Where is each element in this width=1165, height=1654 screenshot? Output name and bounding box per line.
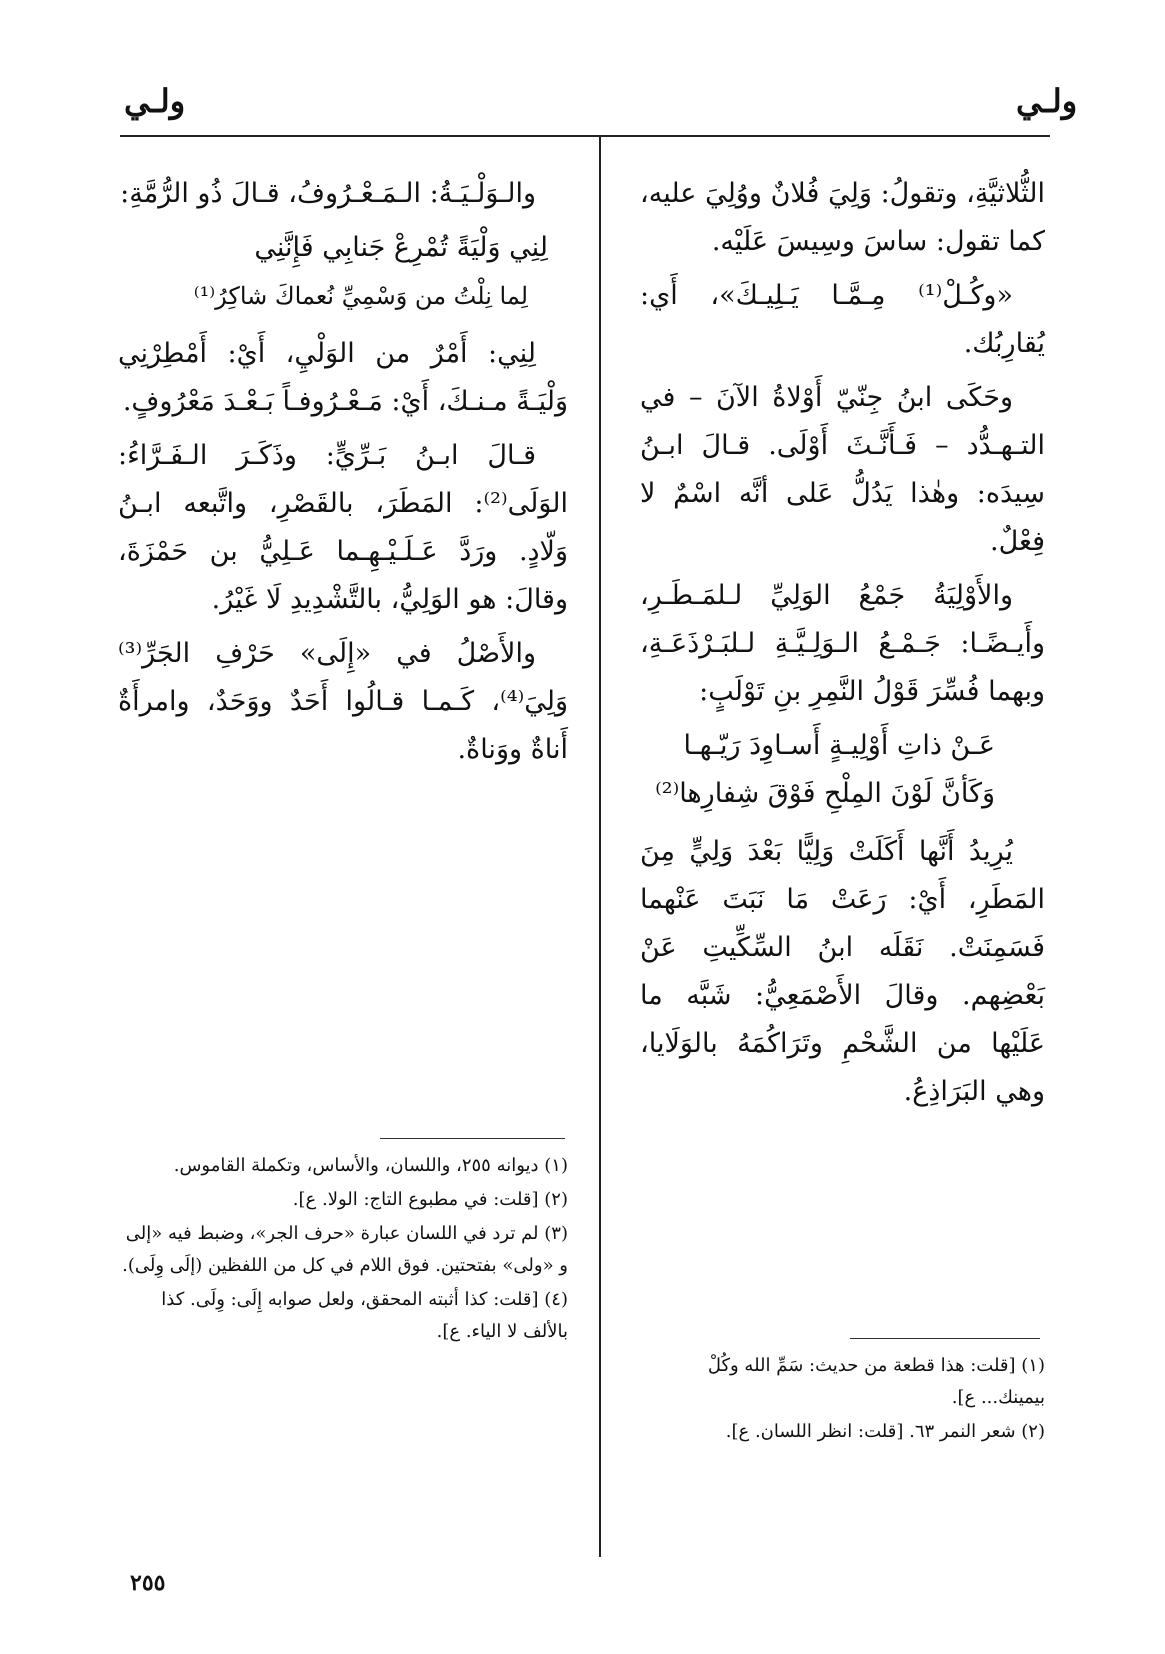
left-paragraph-3: قـالَ ابـنُ بَـرِّيٍّ: وذَكَـرَ الـفَـرَّاءُ: الوَلَى⁽²⁾: المَطَرَ، بالقَصْرِ، واتَّبعه ابـنُ وَلّادٍ. ورَدَّ عَـلَـيْـهِـما عَـلِيُّ بن حَمْزَةَ، وقالَ: هو الوَلِيُّ، بالتَّشْدِيدِ لَا غَيْرُ. — [118, 440, 568, 615]
right-paragraph-5: يُرِيدُ أَنَّها أَكَلَتْ وَلِيًّا بَعْدَ وَلِيٍّ مِنَ المَطَرِ، أَيْ: رَعَتْ مَا نَبَتَ عَنْهما فَسَمِنَتْ. نَقَلَه ابنُ السِّكِّيتِ عَنْ بَعْضِهم. وقالَ الأَصْمَعِيُّ: شَبَّه ما عَلَيْها من الشَّحْمِ وتَرَاكُمَهُ بالوَلَايا، وهي البَرَاذِعُ. — [640, 836, 1045, 1107]
header-rule — [120, 135, 1050, 137]
right-footnotes — [640, 1350, 1045, 1450]
left-footnote-3: (٣) لم ترد في اللسان عبارة «حرف الجر»، وضبط فيه «إلى و «ولى» بفتحتين. فوق اللام في كل من اللفظين (إلَى وِلَى). — [122, 1223, 568, 1276]
right-paragraph-1: الثُّلاثيَّةِ، وتقولُ: وَلِيَ فُلانٌ ووُلِيَ عليه، كما تقول: ساسَ وسِيسَ عَلَيْه. — [640, 178, 1045, 257]
left-verse-line-1: لِنِي وَلْيَةً تُمْرِعْ جَنابِي فَإِنَّنِي — [254, 232, 548, 263]
left-footnote-2: (٢) [قلت: في مطبوع التاج: الولا. ع]. — [292, 1189, 568, 1210]
left-paragraph-4: والأَصْلُ في «إِلَى» حَرْفِ الجَرِّ⁽³⁾ وَلِيَ⁽⁴⁾، كَـمـا قـالُوا أَحَدٌ ووَحَدٌ، وامرأَةٌ أَناةٌ ووَناةٌ. — [118, 638, 568, 765]
left-column — [118, 170, 568, 780]
right-paragraph-4: والأَوْلِيَةُ جَمْعُ الوَلِيِّ لـلمَـطَـرِ، وأَيـضًـا: جَـمْـعُ الـوَلِـيَّـةِ لـلبَـرْذَعَـةِ، وبهما فُسِّرَ قَوْلُ النَّمِرِ بنِ تَوْلَبٍ: — [640, 580, 1045, 707]
right-verse — [640, 722, 1045, 818]
right-paragraph-2: «وكُـلْ⁽¹⁾ مِـمَّـا يَـلِيـكَ»، أَي: يُقارِبُك. — [640, 280, 1045, 359]
right-paragraph-3: وحَكَى ابنُ جِنّيّ أَوْلاةُ الآنَ – في التـهـدُّد – فَـأَنَّـثَ أَوْلَى. قـالَ ابـنُ سِيدَه: وهٰذا يَدُلُّ عَلى أنَّه اسْمٌ لا فِعْلٌ. — [640, 382, 1045, 557]
left-footnotes — [118, 1150, 568, 1350]
right-footnote-rule — [850, 1338, 1040, 1339]
header-right-title: ولـي — [1016, 82, 1078, 120]
left-paragraph-1: والـوَلْـيَـةُ: الـمَـعْـرُوفُ، قـالَ ذُو الرُّمَّةِ: — [120, 178, 536, 209]
left-paragraph-2: لِنِي: أَمْرٌ من الوَلْيِ، أَيْ: أَمْطِرْنِي وَلْيَـةً مـنـكَ، أَيْ: مَـعْـرُوفـاً بَـعْـدَ مَعْرُوفٍ. — [118, 338, 568, 417]
left-footnote-4: (٤) [قلت: كذا أثبته المحقق، ولعل صوابه إِلَى: وِلَى. كذا بالألف لا الياء. ع]. — [161, 1289, 568, 1342]
column-divider — [599, 137, 601, 1557]
left-footnote-rule — [380, 1138, 565, 1139]
right-footnote-2: (٢) شعر النمر ٦٣. [قلت: انظر اللسان. ع]. — [725, 1421, 1045, 1442]
right-column — [640, 170, 1045, 1122]
page-number: ٢٥٥ — [130, 1570, 166, 1596]
left-verse — [118, 224, 568, 320]
right-footnote-1: (١) [قلت: هذا قطعة من حديث: سَمِّ الله وكُلْ بيمينك... ع]. — [707, 1355, 1045, 1408]
left-footnote-1: (١) ديوانه ٢٥٥، واللسان، والأساس، وتكملة القاموس. — [173, 1155, 568, 1176]
right-verse-line-2: وَكَأنَّ لَوْنَ المِلْحِ فَوْقَ شِفارِها⁽²⁾ — [655, 778, 995, 809]
header-left-title: ولـي — [124, 82, 186, 120]
left-verse-line-2: لِما نِلْتُ من وَسْمِيِّ نُعماكَ شاكِرُ⁽¹⁾ — [193, 282, 528, 310]
right-verse-line-1: عَـنْ ذاتِ أَوْلِيـةٍ أَسـاوِدَ رَيّـهـا — [683, 730, 995, 761]
